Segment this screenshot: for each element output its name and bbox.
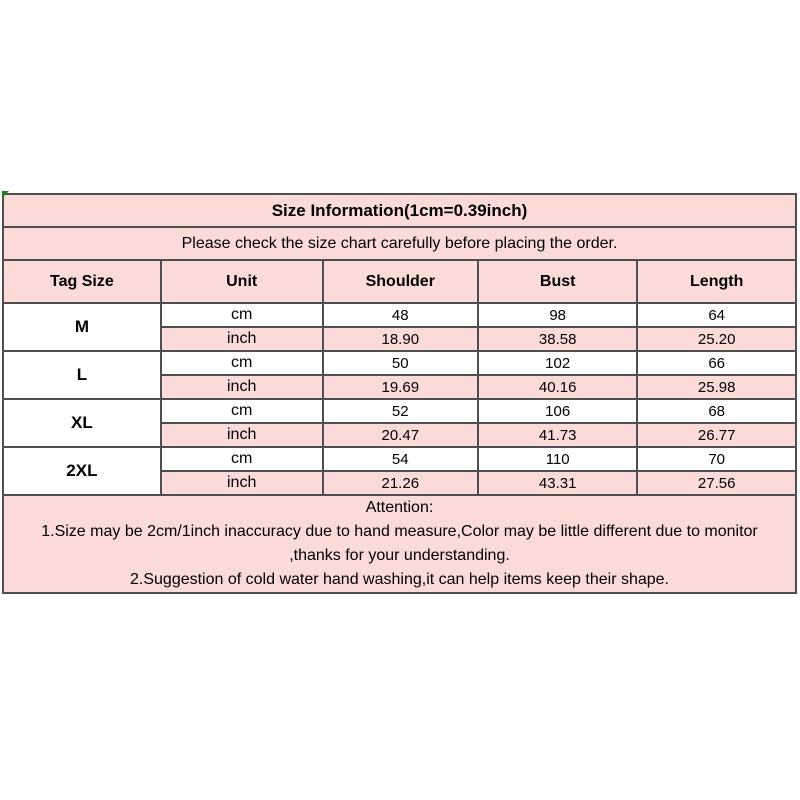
tag-size-m: M — [3, 303, 161, 351]
column-header-tag-size: Tag Size — [3, 260, 161, 303]
length-value: 27.56 — [637, 471, 796, 495]
length-value: 25.20 — [637, 327, 796, 351]
attention-line-1: 1.Size may be 2cm/1inch inaccuracy due to hand measure,Color may be little different due to monitor — [41, 523, 758, 540]
tag-size-xl: XL — [3, 399, 161, 447]
bust-value: 110 — [478, 447, 637, 471]
unit-cell: inch — [161, 375, 323, 399]
tag-size-l: L — [3, 351, 161, 399]
attention-row — [3, 495, 796, 593]
header-row — [3, 260, 796, 303]
size-chart-table — [2, 193, 797, 594]
green-corner-mark — [2, 191, 9, 198]
shoulder-value: 54 — [323, 447, 478, 471]
size-chart-subtitle: Please check the size chart carefully before placing the order. — [3, 227, 796, 260]
shoulder-value: 50 — [323, 351, 478, 375]
unit-cell: inch — [161, 471, 323, 495]
tag-size-2xl: 2XL — [3, 447, 161, 495]
length-value: 68 — [637, 399, 796, 423]
bust-value: 38.58 — [478, 327, 637, 351]
unit-cell: inch — [161, 327, 323, 351]
table-row — [3, 399, 796, 423]
attention-line-2: 2.Suggestion of cold water hand washing,it can help items keep their shape. — [130, 571, 669, 588]
attention-line-1-cont: ,thanks for your understanding. — [289, 547, 510, 564]
bust-value: 41.73 — [478, 423, 637, 447]
size-chart-title: Size Information(1cm=0.39inch) — [3, 194, 796, 227]
shoulder-value: 21.26 — [323, 471, 478, 495]
length-value: 25.98 — [637, 375, 796, 399]
unit-cell: inch — [161, 423, 323, 447]
bust-value: 43.31 — [478, 471, 637, 495]
shoulder-value: 52 — [323, 399, 478, 423]
size-chart-sheet — [2, 193, 797, 594]
subtitle-row — [3, 227, 796, 260]
length-value: 26.77 — [637, 423, 796, 447]
column-header-bust: Bust — [478, 260, 637, 303]
length-value: 66 — [637, 351, 796, 375]
shoulder-value: 20.47 — [323, 423, 478, 447]
unit-cell: cm — [161, 399, 323, 423]
column-header-unit: Unit — [161, 260, 323, 303]
length-value: 64 — [637, 303, 796, 327]
shoulder-value: 48 — [323, 303, 478, 327]
unit-cell: cm — [161, 351, 323, 375]
unit-cell: cm — [161, 303, 323, 327]
bust-value: 40.16 — [478, 375, 637, 399]
bust-value: 106 — [478, 399, 637, 423]
bust-value: 102 — [478, 351, 637, 375]
column-header-length: Length — [637, 260, 796, 303]
attention-heading: Attention: — [365, 499, 434, 516]
length-value: 70 — [637, 447, 796, 471]
table-row — [3, 351, 796, 375]
table-row — [3, 447, 796, 471]
shoulder-value: 19.69 — [323, 375, 478, 399]
table-row — [3, 303, 796, 327]
shoulder-value: 18.90 — [323, 327, 478, 351]
column-header-shoulder: Shoulder — [323, 260, 478, 303]
unit-cell: cm — [161, 447, 323, 471]
bust-value: 98 — [478, 303, 637, 327]
title-row — [3, 194, 796, 227]
attention-note — [3, 495, 796, 593]
